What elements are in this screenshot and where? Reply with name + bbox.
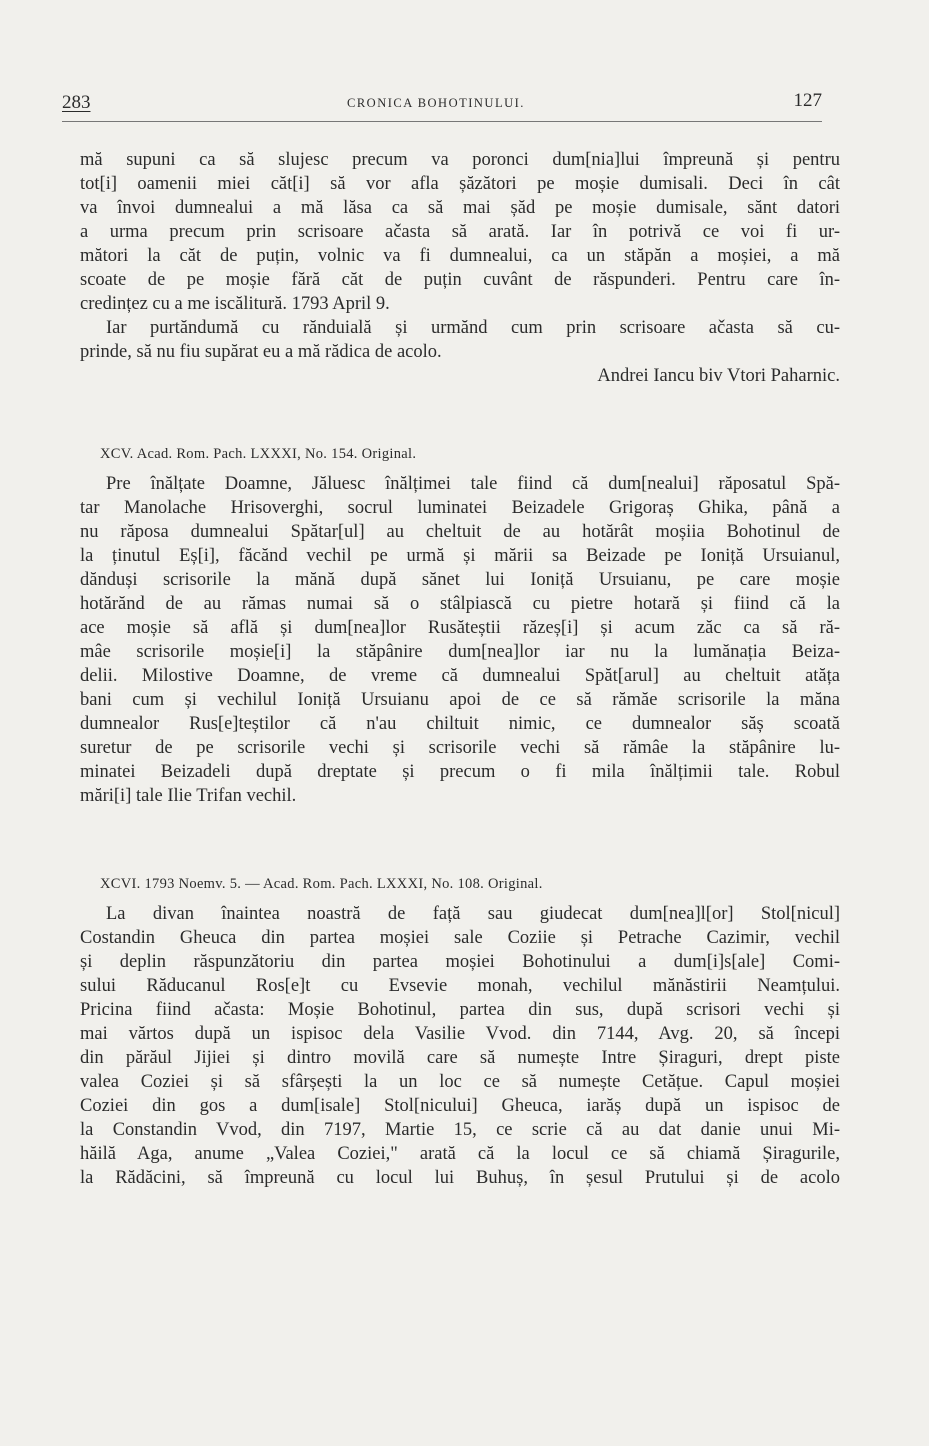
text-line: Coziei din gos a dum[isale] Stol[nicului] Gheuca, iarăș după un ispisoc de xyxy=(80,1096,840,1116)
text-line: sului Răducanul Ros[e]t cu Evsevie monah, vechilul mănăstirii Neamțului. xyxy=(80,976,840,996)
text-line: credințez cu a me iscălitură. 1793 April 9. xyxy=(80,294,390,314)
text-line: Pre înălțate Doamne, Jăluesc înălțimei tale fiind că dum[nealui] răposatul Spă- xyxy=(106,474,840,494)
text-line: la Rădăcini, să împreună cu locul lui Buhuș, în șesul Prutului și de acolo xyxy=(80,1168,840,1188)
text-line: scoate de pe moșie fără căt de puțin cuvânt de răspunderi. Pentru care în- xyxy=(80,270,840,290)
section-3-heading: XCVI. 1793 Noemv. 5. — Acad. Rom. Pach. LXXXI, No. 108. Original. xyxy=(100,876,543,892)
text-line: mări[i] tale Ilie Trifan vechil. xyxy=(80,786,297,806)
text-line: mători la căt de puțin, volnic va fi dumnealui, ca un stăpăn a moșiei, a mă xyxy=(80,246,840,266)
text-line: dumnealor Rus[e]teștilor că n'au chiltuit nimic, ce dumnealor săș scoată xyxy=(80,714,840,734)
text-line: a urma precum prin scrisoare ačasta să arată. Iar în potrivă ce voi fi ur- xyxy=(80,222,840,242)
text-line: hotărănd de au rămas numai să o stâlpiască cu pietre hotară și fiind că la xyxy=(80,594,840,614)
text-line: prinde, să nu fiu supărat eu a mă rădica de acolo. xyxy=(80,342,442,362)
text-line: la Constandin Vvod, din 7197, Martie 15, ce scrie că au dat danie unui Mi- xyxy=(80,1120,840,1140)
text-line: Pricina fiind ačasta: Moșie Bohotinul, partea din sus, după scrisori vechi și xyxy=(80,1000,840,1020)
text-line: bani cum și vechilul Ioniță Ursuianu apoi de ce să rămăe scrisorile la măna xyxy=(80,690,840,710)
header-rule xyxy=(62,121,822,122)
section-1-text xyxy=(80,148,840,388)
text-line: dănduși scrisorile la mănă după sănet lui Ioniță Ursuianu, pe care moșie xyxy=(80,570,840,590)
text-line: mâe scrisorile moșie[i] la stăpânire dum[nea]lor iar nu la lumănația Beiza- xyxy=(80,642,840,662)
header-page-number-left: 283 xyxy=(62,92,91,113)
text-line: și deplin răspunzătoriu din partea moșiei Bohotinului a dum[i]s[ale] Comi- xyxy=(80,952,840,972)
text-line: hăilă Aga, anume „Valea Coziei," arată că la locul ce să chiamă Șiragurile, xyxy=(80,1144,840,1164)
text-line: valea Coziei și să sfârșești la un loc ce să numește Cetățue. Capul moșiei xyxy=(80,1072,840,1092)
text-line: nu răposa dumnealui Spătar[ul] au cheltuit de au hotărât moșiia Bohotinul de xyxy=(80,522,840,542)
text-line: La divan înaintea noastră de față sau giudecat dum[nea]l[or] Stol[nicul] xyxy=(106,904,840,924)
section-2-text xyxy=(80,472,840,808)
page-header xyxy=(62,92,822,120)
text-line: Iar purtăndumă cu rănduială și urmănd cum prin scrisoare ačasta să cu- xyxy=(106,318,840,338)
section-2-heading: XCV. Acad. Rom. Pach. LXXXI, No. 154. Original. xyxy=(100,446,417,462)
text-line: delii. Milostive Doamne, de vreme că dumnealui Spăt[arul] au cheltuit atăța xyxy=(80,666,840,686)
signature: Andrei Iancu biv Vtori Paharnic. xyxy=(597,366,840,386)
text-line: tot[i] oamenii miei căt[i] să vor afla șăzători pe moșie dumisali. Deci în cât xyxy=(80,174,840,194)
text-line: Costandin Gheuca din partea moșiei sale Coziie și Petrache Cazimir, vechil xyxy=(80,928,840,948)
text-line: mai vărtos după un ispisoc dela Vasilie Vvod. din 7144, Avg. 20, să începi xyxy=(80,1024,840,1044)
text-line: ace moșie să află și dum[nea]lor Rusăteștii răzeș[i] și acum zăc ca să ră- xyxy=(80,618,840,638)
text-line: mă supuni ca să slujesc precum va poronci dum[nia]lui împreună și pentru xyxy=(80,150,840,170)
text-line: din părăul Jijiei și dintro movilă care să numește Intre Șiraguri, drept piste xyxy=(80,1048,840,1068)
text-line: minatei Beizadeli după dreptate și precum o fi mila înălțimii tale. Robul xyxy=(80,762,840,782)
text-line: tar Manolache Hrisoverghi, socrul luminatei Beizadele Grigoraș Ghika, până a xyxy=(80,498,840,518)
text-line: va învoi dumnealui a mă lăsa ca să mai șăd pe moșie dumisale, sănt datori xyxy=(80,198,840,218)
text-line: la ținutul Eș[i], făcănd vechil pe urmă și mării sa Beizade pe Ioniță Ursuianul, xyxy=(80,546,840,566)
section-3-text xyxy=(80,902,840,1190)
text-line: suretur de pe scrisorile vechi și scrisorile vechi să rămâe la stăpânire lu- xyxy=(80,738,840,758)
running-title: CRONICA BOHOTINULUI. xyxy=(347,96,525,110)
header-page-number-right: 127 xyxy=(793,90,822,111)
